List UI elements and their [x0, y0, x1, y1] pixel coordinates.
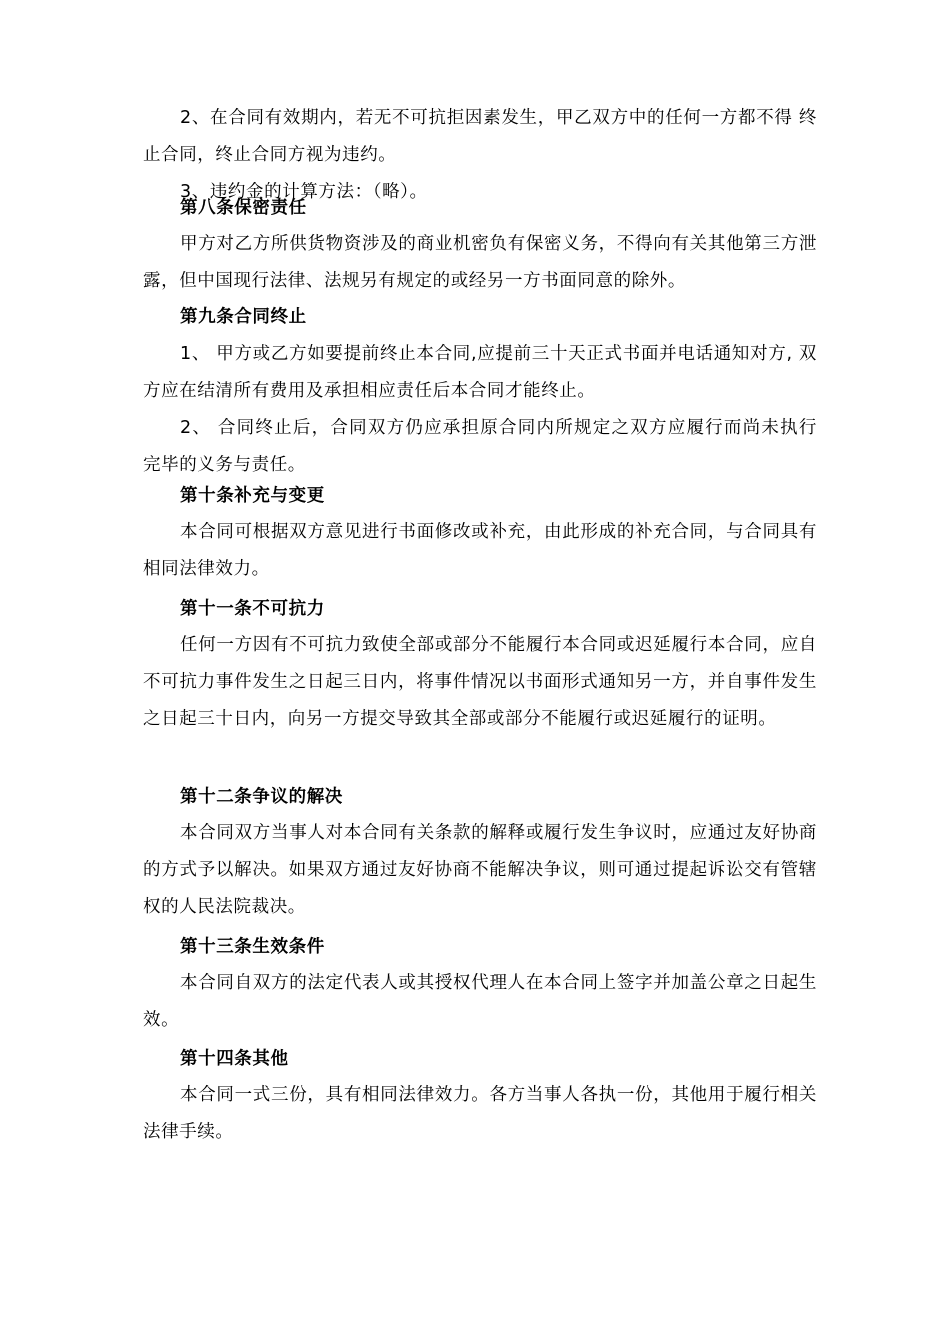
paragraph: 甲方对乙方所供货物资涉及的商业机密负有保密义务，不得向有关其他第三方泄露，但中国现行法律、法规另有规定的或经另一方书面同意的除外。 [143, 234, 817, 291]
paragraph: 2、 合同终止后，合同双方仍应承担原合同内所规定之双方应履行而尚未执行 完毕的义务与责任。 [143, 418, 817, 475]
article-14-body [143, 1077, 817, 1151]
paragraph: 2、在合同有效期内，若无不可抗拒因素发生，甲乙双方中的任何一方都不得 终止合同，终止合同方视为违约。 [143, 108, 817, 165]
article-13-body [143, 965, 817, 1039]
article-9-body [143, 336, 817, 484]
article-8-body [143, 226, 817, 300]
section-heading: 第十二条争议的解决 [180, 787, 343, 807]
section-heading: 第十三条生效条件 [180, 937, 325, 957]
section-heading: 第八条保密责任 [180, 198, 307, 218]
section-heading: 第十四条其他 [180, 1049, 289, 1069]
section-heading: 第九条合同终止 [180, 307, 307, 327]
article-10-body [143, 514, 817, 588]
paragraph: 1、 甲方或乙方如要提前终止本合同,应提前三十天正式书面并电话通知对方, 双方应在结清所有费用及承担相应责任后本合同才能终止。 [143, 344, 817, 401]
paragraph: 本合同双方当事人对本合同有关条款的解释或履行发生争议时，应通过友好协商的方式予以解决。如果双方通过友好协商不能解决争议，则可通过提起诉讼交有管辖权的人民法院裁决。 [143, 823, 817, 917]
paragraph: 本合同自双方的法定代表人或其授权代理人在本合同上签字并加盖公章之日起生效。 [143, 973, 817, 1030]
article-7-continuation [143, 100, 817, 211]
article-12-body [143, 815, 817, 926]
paragraph: 任何一方因有不可抗力致使全部或部分不能履行本合同或迟延履行本合同，应自不可抗力事件发生之日起三日内，将事件情况以书面形式通知另一方，并自事件发生之日起三十日内，向另一方提交导致其全部或部分不能履行或迟延履行的证明。 [143, 635, 817, 729]
section-heading: 第十一条不可抗力 [180, 599, 325, 619]
paragraph: 3、违约金的计算方法：（略）。 [180, 182, 428, 202]
article-11-body [143, 627, 817, 738]
paragraph: 本合同一式三份，具有相同法律效力。各方当事人各执一份，其他用于履行相关法律手续。 [143, 1085, 817, 1142]
paragraph: 本合同可根据双方意见进行书面修改或补充，由此形成的补充合同，与合同具有相同法律效力。 [143, 522, 817, 579]
section-heading: 第十条补充与变更 [180, 486, 325, 506]
